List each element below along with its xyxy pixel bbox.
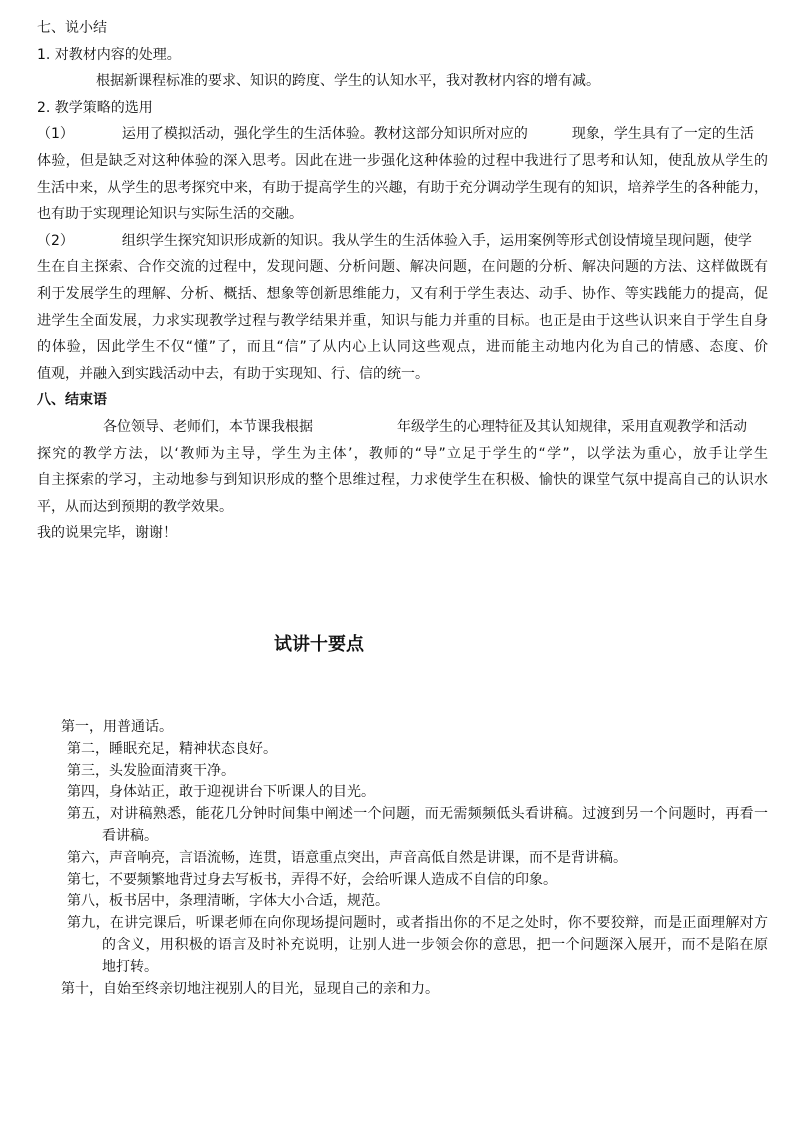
- paragraph-line: [37, 414, 768, 441]
- list-item: 第八，板书居中，条理清晰，字体大小合适，规范。: [67, 893, 389, 910]
- item-title: 2. 教学策略的选用: [37, 99, 153, 116]
- section-heading: 八、结束语: [37, 392, 107, 409]
- list-item: 第十，自始至终亲切地注视别人的目光，显现自己的亲和力。: [61, 980, 439, 997]
- paragraph-label: （2）: [37, 232, 74, 249]
- paragraph-line: [37, 121, 768, 148]
- points-list: [0, 717, 800, 1000]
- list-item-continuation: 看讲稿。: [102, 827, 158, 844]
- document-body: [37, 15, 768, 547]
- list-item: 第一，用普通话。: [61, 719, 173, 735]
- points-title: [0, 630, 800, 656]
- title-text: 试讲十要点: [274, 634, 364, 655]
- paragraph-label: （1）: [37, 126, 74, 143]
- list-item: 第二，睡眠充足，精神状态良好。: [67, 740, 277, 757]
- text-segment: 年级学生的心理特征及其认知规律，采用直观教学和活动: [397, 418, 747, 435]
- list-item: 第七，不要频繁地背过身去写板书，弄得不好，会给听课人造成不自信的印象。: [67, 871, 557, 888]
- list-item-continuation: 的含义，用积极的语言及时补充说明，让别人进一步领会你的意思，把一个问题深入展开，而不是陷在原: [102, 936, 768, 953]
- paragraph-line: [37, 228, 768, 255]
- paragraph-line: 自主探索的学习，主动地参与到知识形成的整个思维过程，力求使学生在积极、愉快的课堂气氛中提高自己的认识水: [37, 472, 768, 489]
- list-item-continuation: 地打转。: [102, 958, 158, 975]
- item-title: 1. 对教材内容的处理。: [37, 46, 181, 63]
- text-segment: 组织学生探究知识形成新的知识。我从学生的生活体验入手，运用案例等形式创设情境呈现问题，使学: [121, 232, 752, 249]
- list-item: 第三，头发脸面清爽干净。: [67, 762, 235, 779]
- closing-line: 我的说果完毕，谢谢！: [37, 525, 177, 542]
- paragraph-line: 探究的教学方法，以‘教师为主导，学生为主体’，教师的“导”立足于学生的“学”，以学法为重心，放手让学生: [37, 445, 768, 462]
- paragraph-line: 利于发展学生的理解、分析、概括、想象等创新思维能力，又有利于学生表达、动手、协作、等实践能力的提高，促: [37, 285, 768, 302]
- text-segment: 运用了模拟活动，强化学生的生活体验。教材这部分知识所对应的: [121, 126, 528, 143]
- paragraph-line: 的体验，因此学生不仅“懂”了，而且“信”了从内心上认同这些观点，进而能主动地内化为自己的情感、态度、价: [37, 339, 768, 356]
- paragraph-line: 进学生全面发展，力求实现教学过程与教学结果并重，知识与能力并重的目标。也正是由于这些认识来自于学生自身: [37, 312, 768, 329]
- paragraph-line: 平，从而达到预期的教学效果。: [37, 498, 233, 515]
- text-segment: 现象，学生具有了一定的生活: [571, 126, 754, 143]
- list-item: 第五，对讲稿熟悉，能花几分钟时间集中阐述一个问题，而无需频频低头看讲稿。过渡到另一个问题时，再看一: [67, 806, 768, 823]
- list-item: 第九，在讲完课后，听课老师在向你现场提问题时，或者指出你的不足之处时，你不要狡辩，而是正面理解对方: [67, 915, 768, 932]
- paragraph-line: 值观，并融入到实践活动中去，有助于实现知、行、信的统一。: [37, 365, 429, 382]
- text-segment: 各位领导、老师们，本节课我根据: [103, 418, 313, 435]
- section-heading: 七、说小结: [37, 20, 107, 36]
- paragraph-line: 也有助于实现理论知识与实际生活的交融。: [37, 206, 303, 223]
- list-item: 第四，身体站正，敢于迎视讲台下听课人的目光。: [67, 784, 375, 801]
- paragraph-line: 根据新课程标准的要求、知识的跨度、学生的认知水平，我对教材内容的增有减。: [96, 73, 600, 90]
- list-item: 第六，声音响亮，言语流畅，连贯，语意重点突出，声音高低自然是讲课，而不是背讲稿。: [67, 849, 627, 866]
- paragraph-line: 体验，但是缺乏对这种体验的深入思考。因此在进一步强化这种体验的过程中我进行了思考和认知，使乱放从学生的: [37, 152, 768, 169]
- paragraph-line: 生在自主探索、合作交流的过程中，发现问题、分析问题、解决问题，在问题的分析、解决问题的方法、这样做既有: [37, 259, 768, 276]
- paragraph-line: 生活中来，从学生的思考探究中来，有助于提高学生的兴趣，有助于充分调动学生现有的知识，培养学生的各种能力，: [37, 179, 768, 196]
